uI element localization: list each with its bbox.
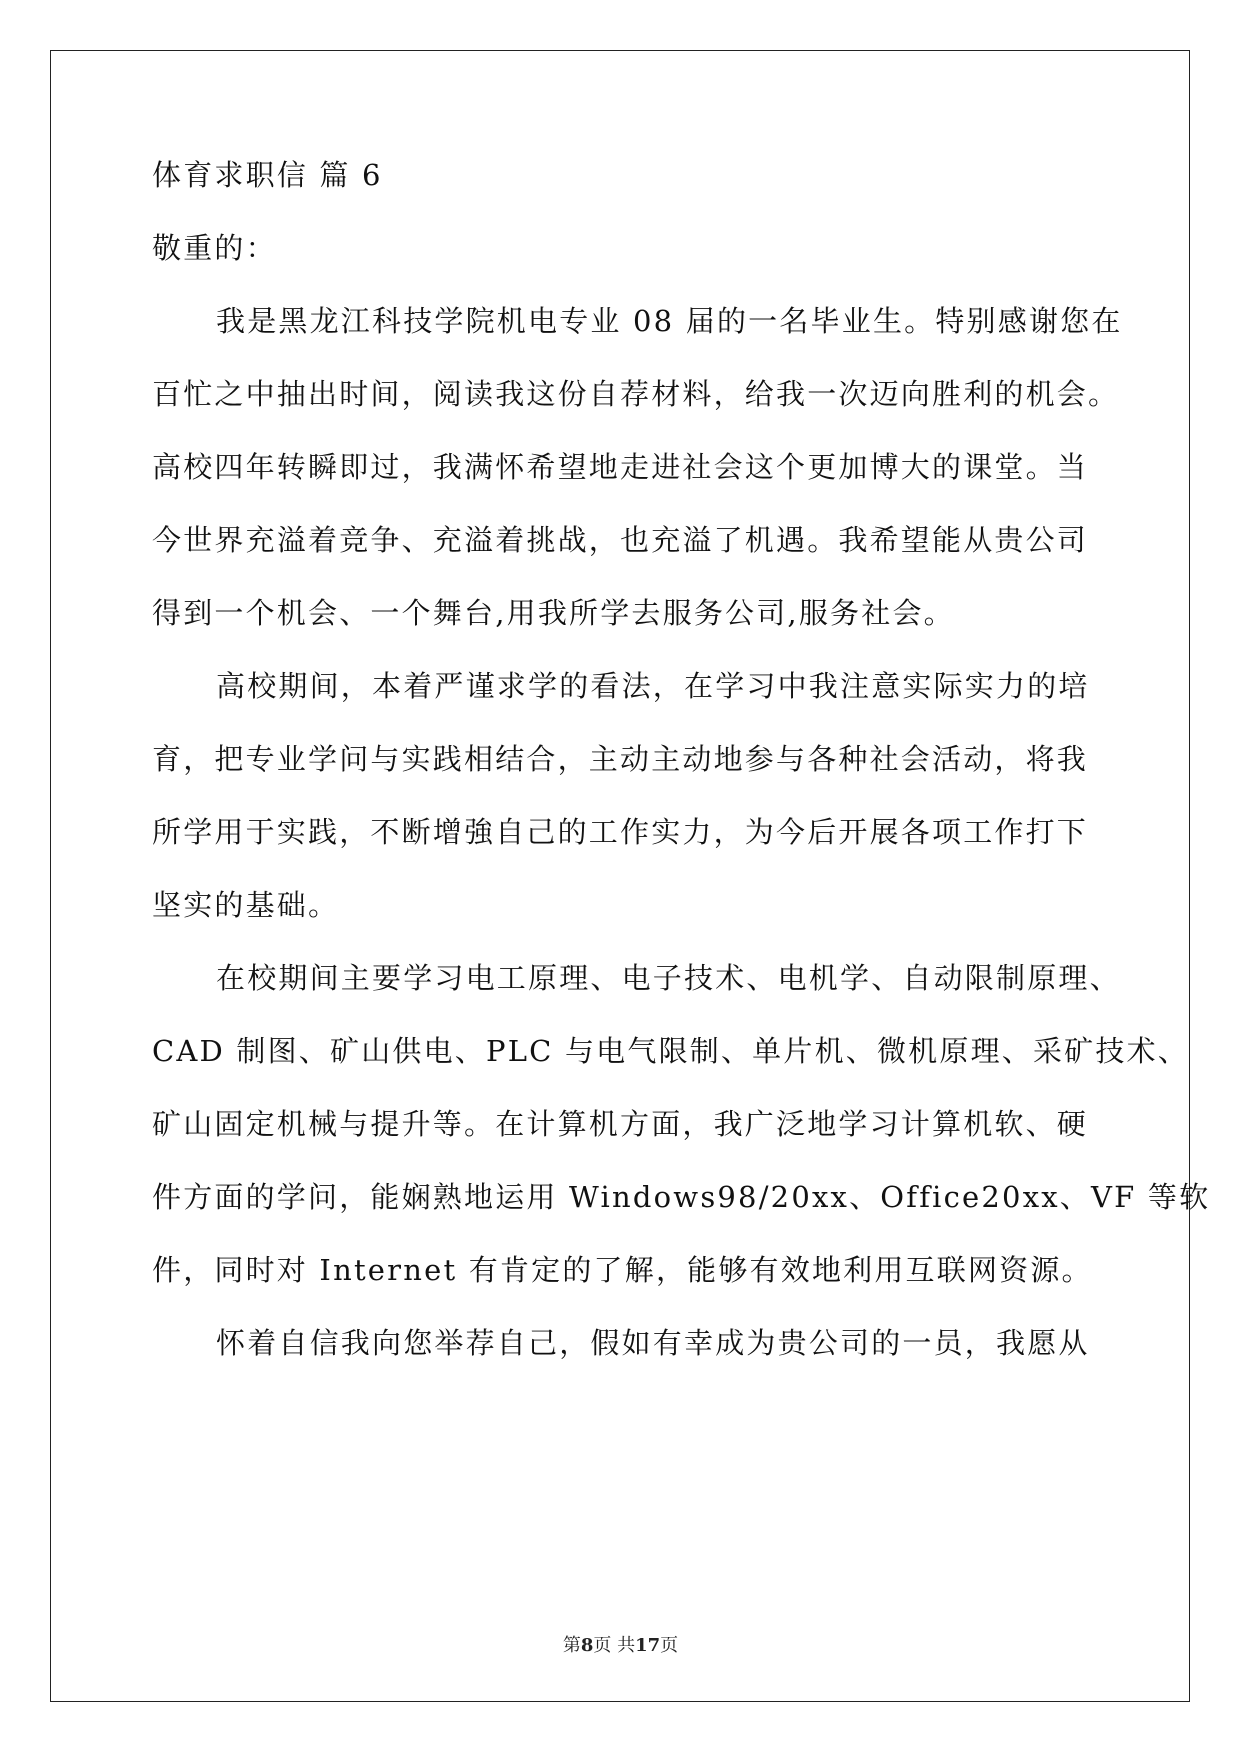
current-page-number: 8 (580, 1635, 594, 1656)
body-line: 矿山固定机械与提升等。在计算机方面，我广泛地学习计算机软、硬 (152, 1107, 1089, 1141)
body-line: 育，把专业学问与实践相结合，主动主动地参与各种社会活动，将我 (152, 742, 1089, 776)
body-line: 我是黑龙江科技学院机电专业 08 届的一名毕业生。特别感谢您在 (216, 304, 1123, 338)
salutation: 敬重的： (152, 231, 277, 265)
body-line: CAD 制图、矿山供电、PLC 与电气限制、单片机、微机原理、采矿技术、 (152, 1034, 1189, 1068)
body-line: 件方面的学问，能娴熟地运用 Windows98/20xx、Office20xx、VF 等软 (152, 1180, 1211, 1214)
body-line: 怀着自信我向您举荐自己，假如有幸成为贵公司的一员，我愿从 (216, 1326, 1090, 1360)
body-line: 百忙之中抽出时间，阅读我这份自荐材料，给我一次迈向胜利的机会。 (152, 377, 1120, 411)
body-line: 得到一个机会、一个舞台,用我所学去服务公司,服务社会。 (152, 596, 955, 630)
page-border (50, 50, 1190, 1702)
body-line: 件，同时对 Internet 有肯定的了解，能够有效地利用互联网资源。 (152, 1253, 1093, 1287)
body-line: 坚实的基础。 (152, 888, 340, 922)
body-line: 所学用于实践，不断增強自己的工作实力，为今后开展各项工作打下 (152, 815, 1089, 849)
page-prefix: 第 (562, 1635, 581, 1656)
body-line: 高校四年转瞬即过，我满怀希望地走进社会这个更加博大的课堂。当 (152, 450, 1089, 484)
body-line: 高校期间，本着严谨求学的看法，在学习中我注意实际实力的培 (216, 669, 1090, 703)
body-line: 在校期间主要学习电工原理、电子技术、电机学、自动限制原理、 (216, 961, 1121, 995)
page-number-footer (0, 1634, 1241, 1658)
page-suffix: 页 (660, 1635, 679, 1656)
page-mid: 页 共 (593, 1635, 636, 1656)
total-page-number: 17 (635, 1635, 661, 1656)
document-heading: 体育求职信 篇 6 (152, 158, 383, 192)
body-line: 今世界充溢着竞争、充溢着挑战，也充溢了机遇。我希望能从贵公司 (152, 523, 1089, 557)
